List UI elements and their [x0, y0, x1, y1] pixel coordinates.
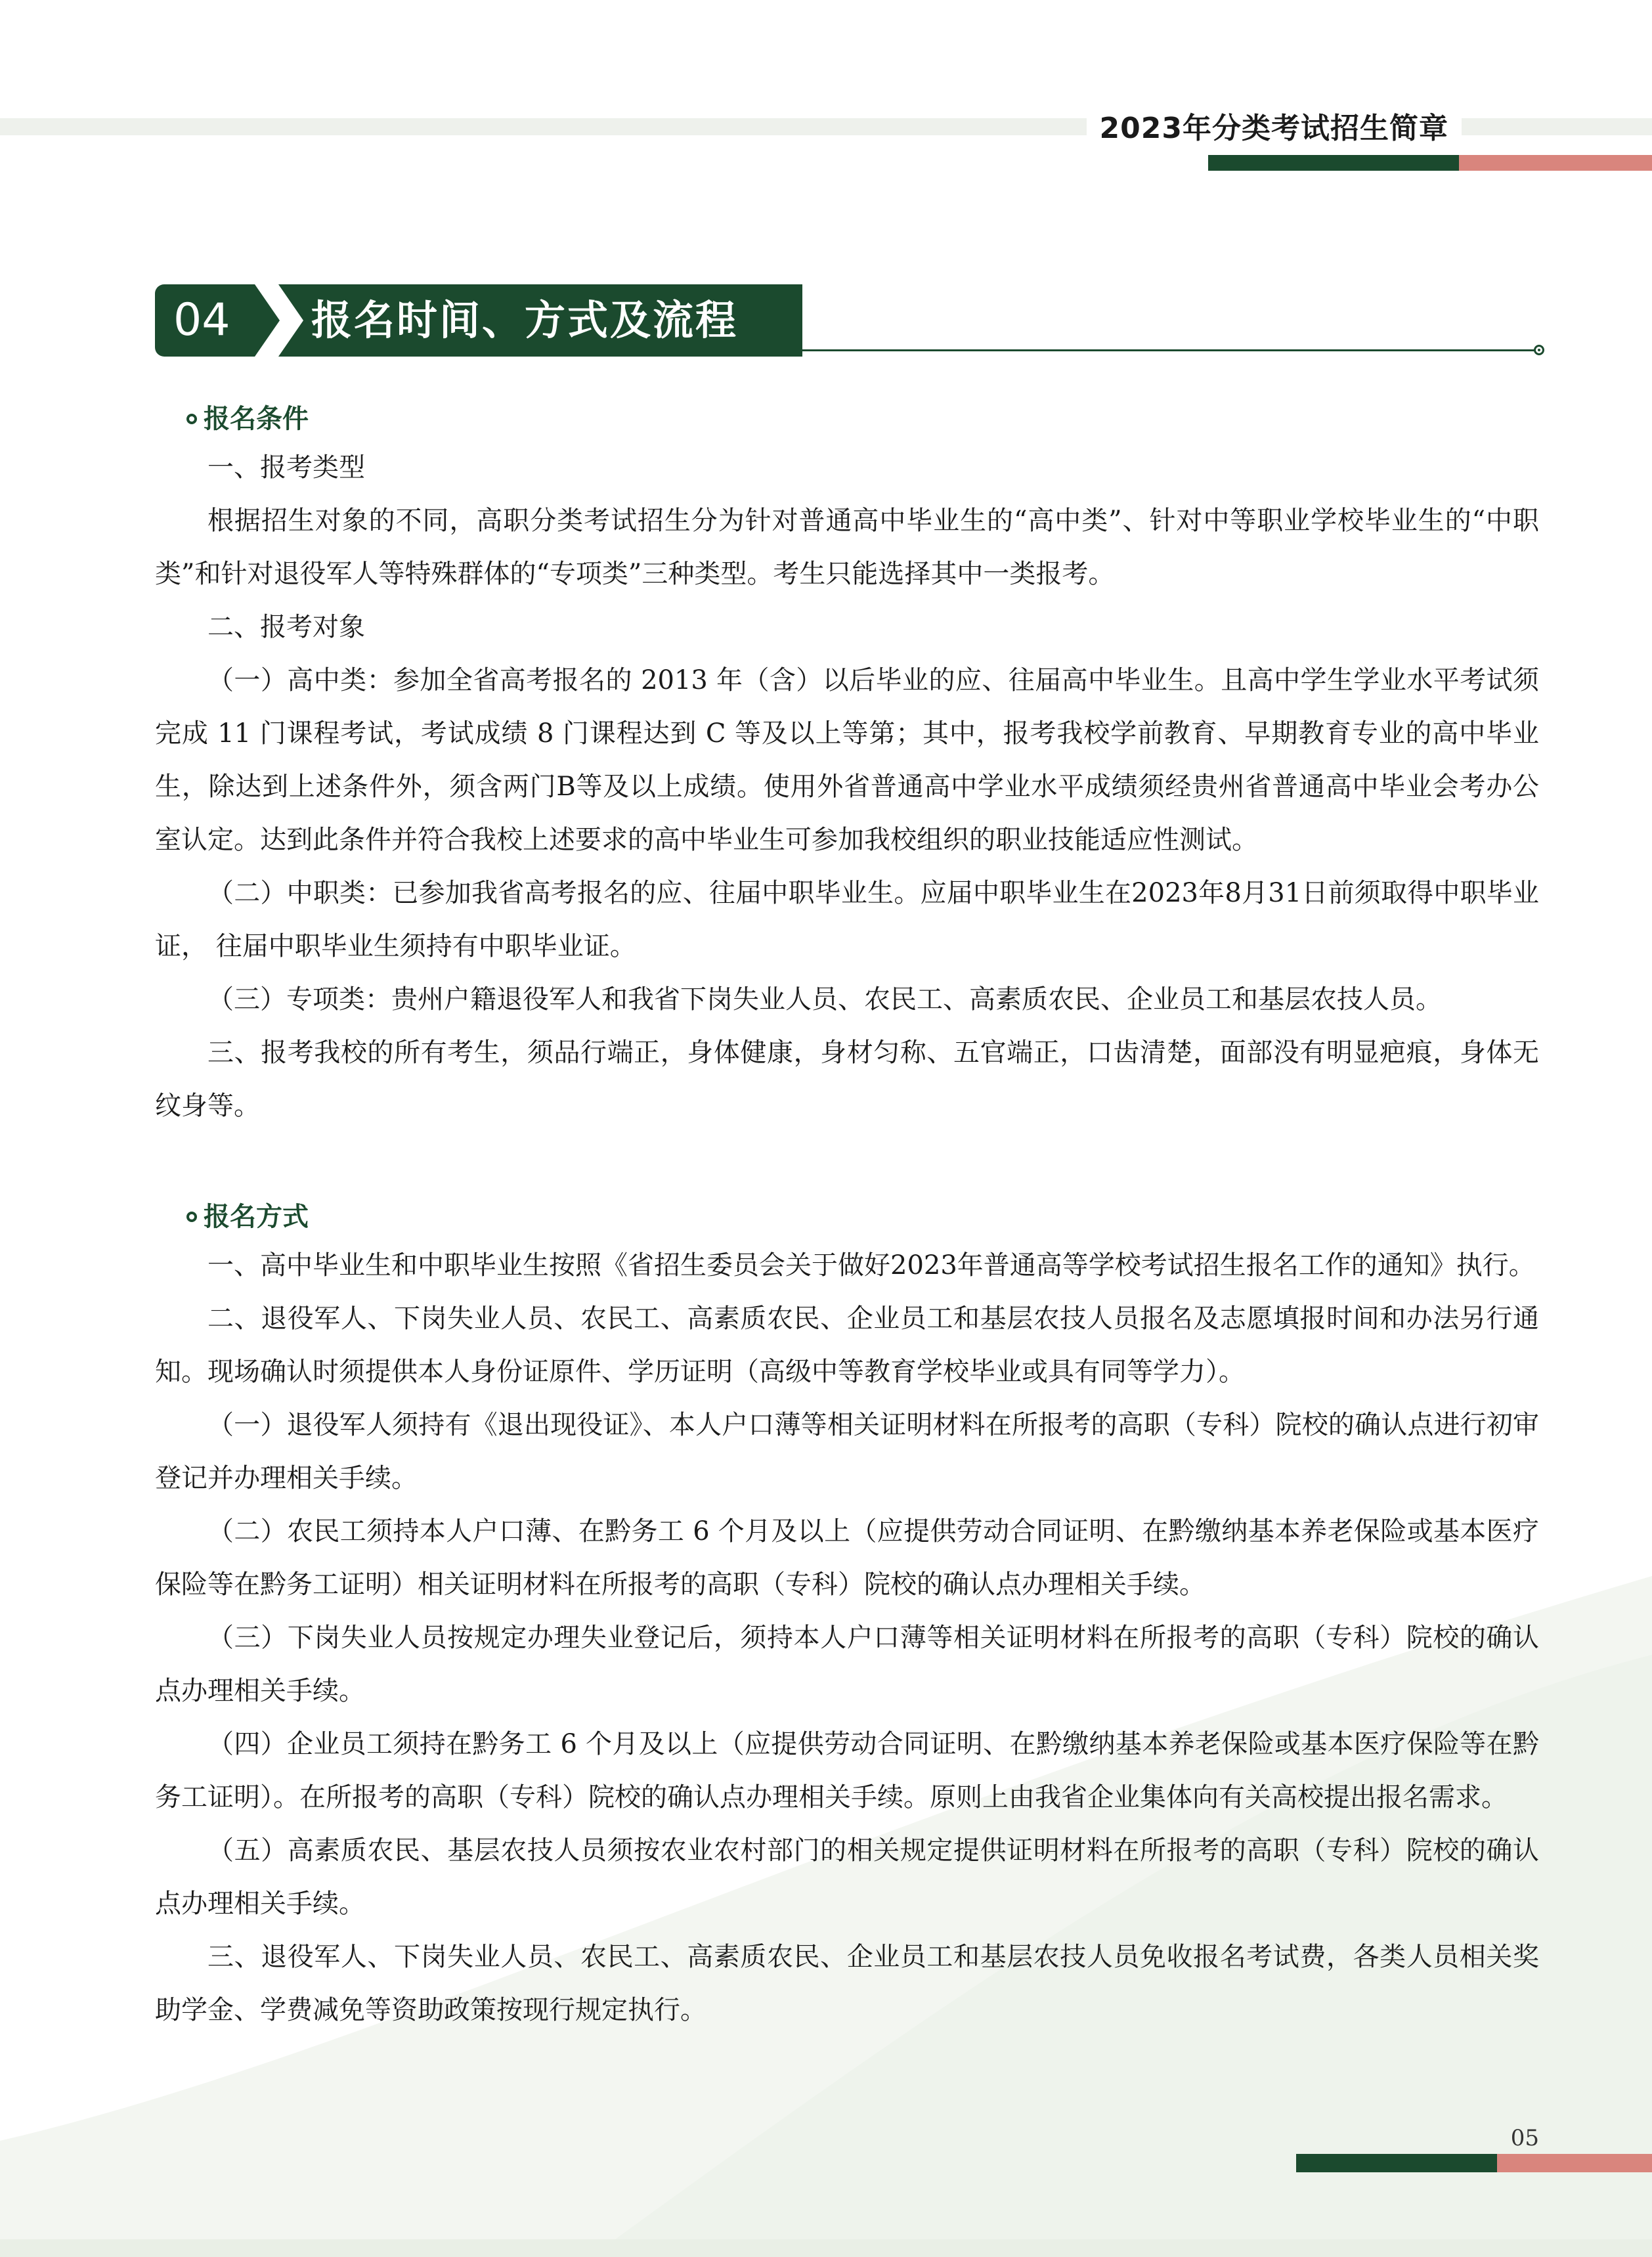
section-divider-line — [802, 349, 1540, 351]
section-number: 04 — [173, 294, 230, 346]
body-paragraph: （三）下岗失业人员按规定办理失业登记后，须持本人户口薄等相关证明材料在所报考的高职（专科）院校的确认点办理相关手续。 — [155, 1623, 1539, 1706]
header-accent-pink — [1459, 155, 1652, 171]
document-body — [155, 397, 1539, 2037]
body-paragraph: （二）中职类：已参加我省高考报名的应、往届中职毕业生。应届中职毕业生在2023年8月31日前须取得中职毕业证， 往届中职毕业生须持有中职毕业证。 — [155, 878, 1539, 961]
body-paragraph: （一）高中类：参加全省高考报名的 2013 年（含）以后毕业的应、往届高中毕业生。且高中学生学业水平考试须完成 11 门课程考试，考试成绩 8 门课程达到 C 等及以上等第；其中，报考我校学前教育、早期教育专业的高中毕业生，除达到上述条件外，须含两门B等及以上成绩。使用外省普通高中学业水平成绩须经贵州省普通高中毕业会考办公室认定。达到此条件并符合我校上述要求的高中毕业生可参加我校组织的职业技能适应性测试。 — [155, 665, 1539, 855]
header-accent-green — [1208, 155, 1459, 171]
footer-accent-pink — [1497, 2154, 1652, 2172]
body-paragraph: 三、退役军人、下岗失业人员、农民工、高素质农民、企业员工和基层农技人员免收报名考试费，各类人员相关奖助学金、学费减免等资助政策按现行规定执行。 — [155, 1942, 1539, 2025]
footer-accent-green — [1296, 2154, 1497, 2172]
body-paragraph: 一、报考类型 — [207, 452, 365, 483]
circle-bullet-icon — [186, 414, 197, 424]
chevron-right-icon — [240, 284, 313, 357]
body-paragraph: 二、报考对象 — [207, 612, 365, 642]
body-paragraph: （五）高素质农民、基层农技人员须按农业农村部门的相关规定提供证明材料在所报考的高职（专科）院校的确认点办理相关手续。 — [155, 1835, 1539, 1919]
section-title: 报名时间、方式及流程 — [311, 296, 739, 344]
subsection-heading-text: 报名条件 — [204, 404, 309, 434]
page-number: 05 — [1510, 2125, 1539, 2151]
footer-band — [0, 2239, 1652, 2257]
section-spacer — [155, 1133, 1539, 1194]
body-paragraph: 二、退役军人、下岗失业人员、农民工、高素质农民、企业员工和基层农技人员报名及志愿填报时间和办法另行通知。现场确认时须提供本人身份证原件、学历证明（高级中等教育学校毕业或具有同等学力）。 — [155, 1304, 1539, 1387]
body-paragraph: （一）退役军人须持有《退出现役证》、本人户口薄等相关证明材料在所报考的高职（专科）院校的确认点进行初审登记并办理相关手续。 — [155, 1410, 1539, 1493]
document-title: 2023年分类考试招生简章 — [1087, 105, 1462, 152]
circle-bullet-icon — [186, 1212, 197, 1222]
body-paragraph: （四）企业员工须持在黔务工 6 个月及以上（应提供劳动合同证明、在黔缴纳基本养老保险或基本医疗保险等在黔务工证明）。在所报考的高职（专科）院校的确认点办理相关手续。原则上由我省企业集体向有关高校提出报名需求。 — [155, 1729, 1539, 1812]
section-banner — [155, 284, 802, 357]
subsection-heading-text: 报名方式 — [204, 1202, 309, 1232]
body-paragraph: （三）专项类：贵州户籍退役军人和我省下岗失业人员、农民工、高素质农民、企业员工和基层农技人员。 — [207, 984, 1442, 1015]
body-paragraph: 三、报考我校的所有考生，须品行端正，身体健康，身材匀称、五官端正，口齿清楚，面部没有明显疤痕，身体无纹身等。 — [155, 1038, 1539, 1121]
subsection-heading — [186, 1194, 1539, 1239]
divider-end-dot-icon — [1534, 345, 1544, 355]
subsection-heading — [186, 397, 1539, 441]
body-paragraph: （二）农民工须持本人户口薄、在黔务工 6 个月及以上（应提供劳动合同证明、在黔缴纳基本养老保险或基本医疗保险等在黔务工证明）相关证明材料在所报考的高职（专科）院校的确认点办理相关手续。 — [155, 1516, 1539, 1600]
body-paragraph: 一、高中毕业生和中职毕业生按照《省招生委员会关于做好2023年普通高等学校考试招生报名工作的通知》执行。 — [207, 1250, 1535, 1281]
body-paragraph: 根据招生对象的不同，高职分类考试招生分为针对普通高中毕业生的“高中类”、针对中等职业学校毕业生的“中职类”和针对退役军人等特殊群体的“专项类”三种类型。考生只能选择其中一类报考。 — [155, 506, 1539, 589]
